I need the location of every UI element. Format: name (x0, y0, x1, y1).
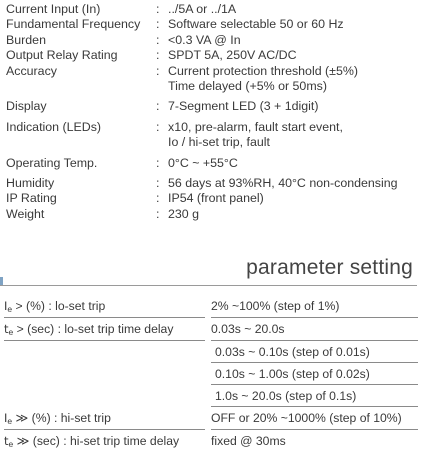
spec-label: Burden (6, 32, 46, 47)
spec-value-line: 7-Segment LED (3 + 1digit) (168, 99, 319, 114)
spec-row-indication (6, 120, 420, 151)
spec-row-ip-rating (6, 191, 420, 206)
spec-colon: : (156, 17, 160, 32)
param-symbol: t (4, 322, 9, 336)
spec-label: Weight (6, 206, 45, 221)
section-divider (0, 285, 417, 286)
spec-value-line: ../5A or ../1A (168, 2, 237, 16)
param-label (4, 318, 205, 341)
spec-colon: : (156, 32, 160, 47)
spec-row-operating-temp (6, 156, 420, 171)
param-symbol: I (4, 299, 8, 313)
spec-value-line: 230 g (168, 206, 200, 221)
spec-value (168, 33, 420, 48)
spec-label: Output Relay Rating (6, 48, 118, 63)
param-value: 0.03s ~ 0.10s (step of 0.01s) (211, 341, 418, 363)
spec-value (168, 48, 420, 63)
spec-colon: : (156, 2, 160, 16)
param-label-text: ≫ (sec) : hi-set trip time delay (13, 434, 180, 448)
spec-colon: : (156, 176, 160, 191)
spec-colon: : (156, 155, 160, 170)
spec-row-display (6, 99, 420, 114)
param-label-text: ≫ (%) : hi-set trip (12, 411, 111, 425)
spec-list (6, 2, 420, 222)
spec-value (168, 207, 420, 222)
param-value: fixed @ 30ms (211, 434, 286, 448)
param-subscript: e (7, 416, 13, 426)
spec-value-line: Io / hi-set trip, fault (168, 135, 270, 150)
spec-label: Accuracy (6, 63, 57, 78)
spec-value (168, 120, 420, 151)
spec-value-line: IP54 (front panel) (168, 191, 264, 206)
param-label (4, 295, 205, 318)
param-subscript: e (8, 439, 14, 449)
param-row-delay-range-3 (4, 385, 418, 407)
param-value: 2% ~100% (step of 1%) (211, 295, 418, 318)
param-row-hi-set-delay (4, 430, 418, 452)
param-symbol: t (4, 434, 9, 448)
spec-row-accuracy (6, 64, 420, 95)
spec-value-line: Time delayed (+5% or 50ms) (168, 79, 327, 94)
param-row-lo-set-trip (4, 295, 418, 318)
spec-value (168, 99, 420, 114)
spec-row-output-relay-rating (6, 48, 420, 63)
param-subscript: e (8, 327, 14, 337)
spec-value-line: Current protection threshold (±5%) (168, 63, 358, 78)
param-label-blank (4, 341, 205, 363)
param-symbol: I (4, 411, 8, 425)
param-row-delay-range-1 (4, 341, 418, 363)
spec-value (168, 191, 420, 206)
param-label (4, 430, 205, 452)
spec-label: Current Input (In) (6, 2, 101, 16)
param-row-delay-range-2 (4, 363, 418, 385)
spec-label: Operating Temp. (6, 155, 98, 170)
param-value: OFF or 20% ~1000% (step of 10%) (211, 407, 418, 430)
param-label (4, 407, 205, 430)
spec-label: Indication (LEDs) (6, 119, 102, 134)
param-row-hi-set-trip (4, 407, 418, 430)
param-label-blank (4, 385, 205, 407)
spec-label: Fundamental Frequency (6, 17, 141, 32)
param-label-text: > (sec) : lo-set trip time delay (13, 322, 174, 336)
spec-row-weight (6, 207, 420, 222)
spec-colon: : (156, 119, 160, 134)
param-label-blank (4, 363, 205, 385)
spec-row-burden (6, 33, 420, 48)
spec-value-line: 0°C ~ +55°C (168, 155, 238, 170)
param-value: 1.0s ~ 20.0s (step of 0.1s) (211, 385, 418, 407)
spec-row-current-input (6, 2, 420, 17)
spec-row-humidity (6, 176, 420, 191)
spec-value (168, 156, 420, 171)
spec-colon: : (156, 99, 160, 114)
parameter-table (4, 295, 418, 452)
spec-colon: : (156, 63, 160, 78)
spec-value-line: Software selectable 50 or 60 Hz (168, 17, 344, 32)
section-title: parameter setting (246, 256, 413, 279)
spec-value (168, 176, 420, 191)
spec-value (168, 2, 420, 17)
spec-label: IP Rating (6, 191, 57, 206)
spec-value (168, 64, 420, 95)
spec-label: Humidity (6, 176, 55, 191)
spec-colon: : (156, 206, 160, 221)
param-label-text: > (%) : lo-set trip (12, 299, 106, 313)
spec-value-line: x10, pre-alarm, fault start event, (168, 119, 343, 134)
param-subscript: e (7, 304, 13, 314)
spec-value (168, 17, 420, 32)
spec-value-line: <0.3 VA @ In (168, 32, 241, 47)
spec-row-fundamental-frequency (6, 17, 420, 32)
spec-colon: : (156, 191, 160, 206)
spec-value-line: SPDT 5A, 250V AC/DC (168, 48, 297, 63)
param-value: 0.10s ~ 1.00s (step of 0.02s) (211, 363, 418, 385)
spec-value-line: 56 days at 93%RH, 40°C non-condensing (168, 176, 398, 191)
param-row-lo-set-delay (4, 318, 418, 341)
spec-label: Display (6, 99, 47, 114)
spec-colon: : (156, 48, 160, 63)
param-value: 0.03s ~ 20.0s (211, 318, 418, 341)
